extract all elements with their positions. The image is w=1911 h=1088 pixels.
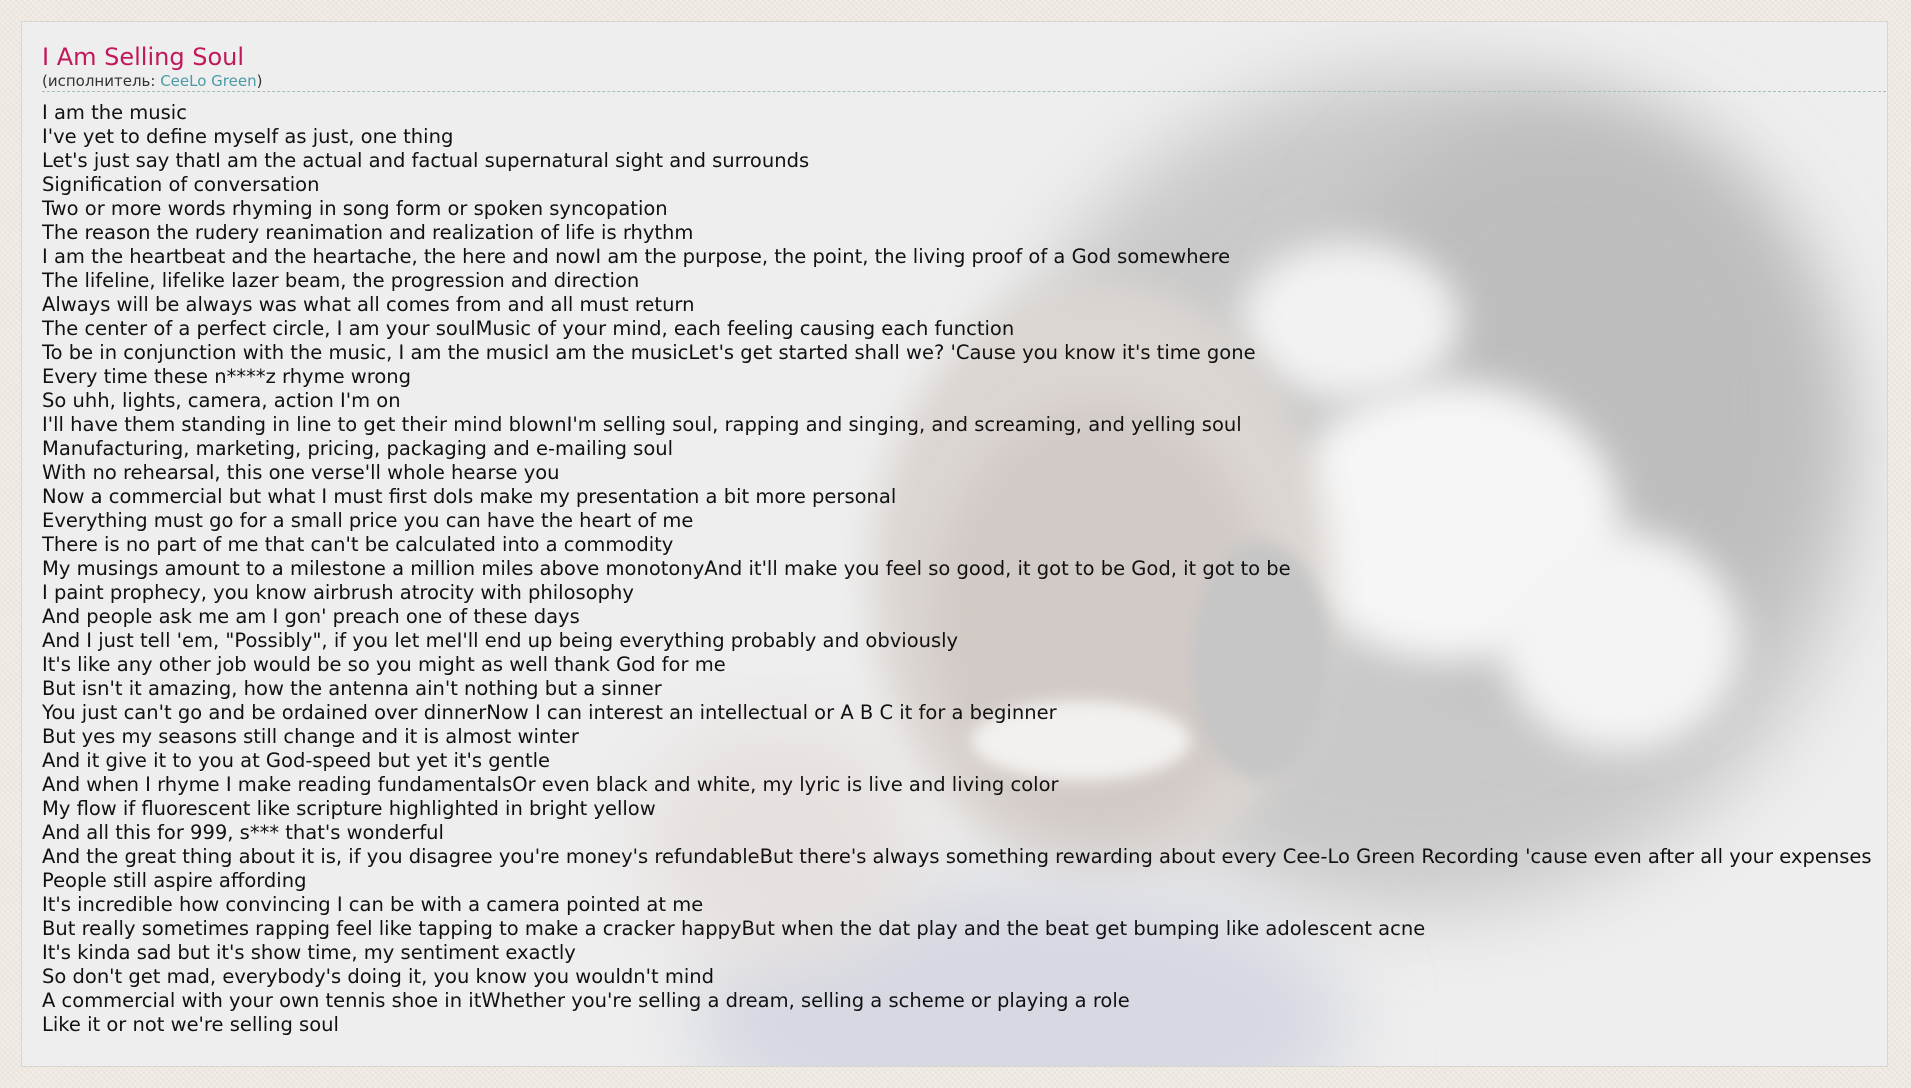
lyric-line: So don't get mad, everybody's doing it, you know you wouldn't mind [42,965,715,988]
song-title: I Am Selling Soul [42,43,245,71]
lyric-line: And people ask me am I gon' preach one of these days [42,605,580,628]
lyric-line: So uhh, lights, camera, action I'm on [42,389,401,412]
lyric-line: Two or more words rhyming in song form or spoken syncopation [42,197,668,220]
song-content [22,22,1887,1037]
lyric-line: And all this for 999, s*** that's wonderful [42,821,444,844]
lyric-line: Always will be always was what all comes from and all must return [42,293,695,316]
lyric-line: Signification of conversation [42,173,320,196]
lyric-line: My musings amount to a milestone a million miles above monotonyAnd it'll make you feel so good, it got to be God, it got to be [42,557,1291,580]
lyric-line: I'll have them standing in line to get their mind blownI'm selling soul, rapping and singing, and screaming, and yelling soul [42,413,1242,436]
artist-suffix: ) [256,72,263,90]
lyrics-panel [21,21,1888,1067]
artist-prefix: (исполнитель: [42,72,161,90]
lyric-line: Now a commercial but what I must first doIs make my presentation a bit more personal [42,485,897,508]
lyric-line: I paint prophecy, you know airbrush atrocity with philosophy [42,581,634,604]
lyric-line: My flow if fluorescent like scripture highlighted in bright yellow [42,797,656,820]
lyric-line: I am the music [42,101,187,124]
lyric-line: The center of a perfect circle, I am your soulMusic of your mind, each feeling causing each function [42,317,1015,340]
lyric-line: But really sometimes rapping feel like tapping to make a cracker happyBut when the dat play and the beat get bumping like adolescent acne [42,917,1426,940]
lyric-line: To be in conjunction with the music, I am the musicI am the musicLet's get started shall we? 'Cause you know it's time gone [42,341,1256,364]
lyric-line: But yes my seasons still change and it is almost winter [42,725,579,748]
lyric-line: I am the heartbeat and the heartache, the here and nowI am the purpose, the point, the living proof of a God somewhere [42,245,1231,268]
lyric-line: A commercial with your own tennis shoe in itWhether you're selling a dream, selling a scheme or playing a role [42,989,1130,1012]
lyrics-body [42,101,1872,1037]
lyric-line: With no rehearsal, this one verse'll whole hearse you [42,461,560,484]
lyric-line: Every time these n****z rhyme wrong [42,365,411,388]
lyric-line: People still aspire affording [42,869,307,892]
lyric-line: And I just tell 'em, "Possibly", if you let meI'll end up being everything probably and obviously [42,629,959,652]
lyric-line: And it give it to you at God-speed but yet it's gentle [42,749,551,772]
lyric-line: Everything must go for a small price you can have the heart of me [42,509,694,532]
lyric-line: The lifeline, lifelike lazer beam, the progression and direction [42,269,640,292]
lyric-line: Like it or not we're selling soul [42,1013,339,1036]
lyric-line: You just can't go and be ordained over dinnerNow I can interest an intellectual or A B C it for a beginner [42,701,1057,724]
artist-line [42,72,1888,92]
lyric-line: But isn't it amazing, how the antenna ain't nothing but a sinner [42,677,662,700]
lyric-line: And the great thing about it is, if you disagree you're money's refundableBut there's always something rewarding about every Cee-Lo Green Recording 'cause even after all your expenses [42,845,1872,868]
lyric-line: Manufacturing, marketing, pricing, packaging and e-mailing soul [42,437,674,460]
lyric-line: And when I rhyme I make reading fundamentalsOr even black and white, my lyric is live and living color [42,773,1059,796]
lyric-line: I've yet to define myself as just, one thing [42,125,454,148]
artist-link[interactable]: CeeLo Green [160,72,257,90]
lyric-line: It's incredible how convincing I can be with a camera pointed at me [42,893,704,916]
lyric-line: It's kinda sad but it's show time, my sentiment exactly [42,941,576,964]
lyric-line: The reason the rudery reanimation and realization of life is rhythm [42,221,694,244]
lyric-line: There is no part of me that can't be calculated into a commodity [42,533,674,556]
lyric-line: Let's just say thatI am the actual and factual supernatural sight and surrounds [42,149,810,172]
lyric-line: It's like any other job would be so you might as well thank God for me [42,653,726,676]
